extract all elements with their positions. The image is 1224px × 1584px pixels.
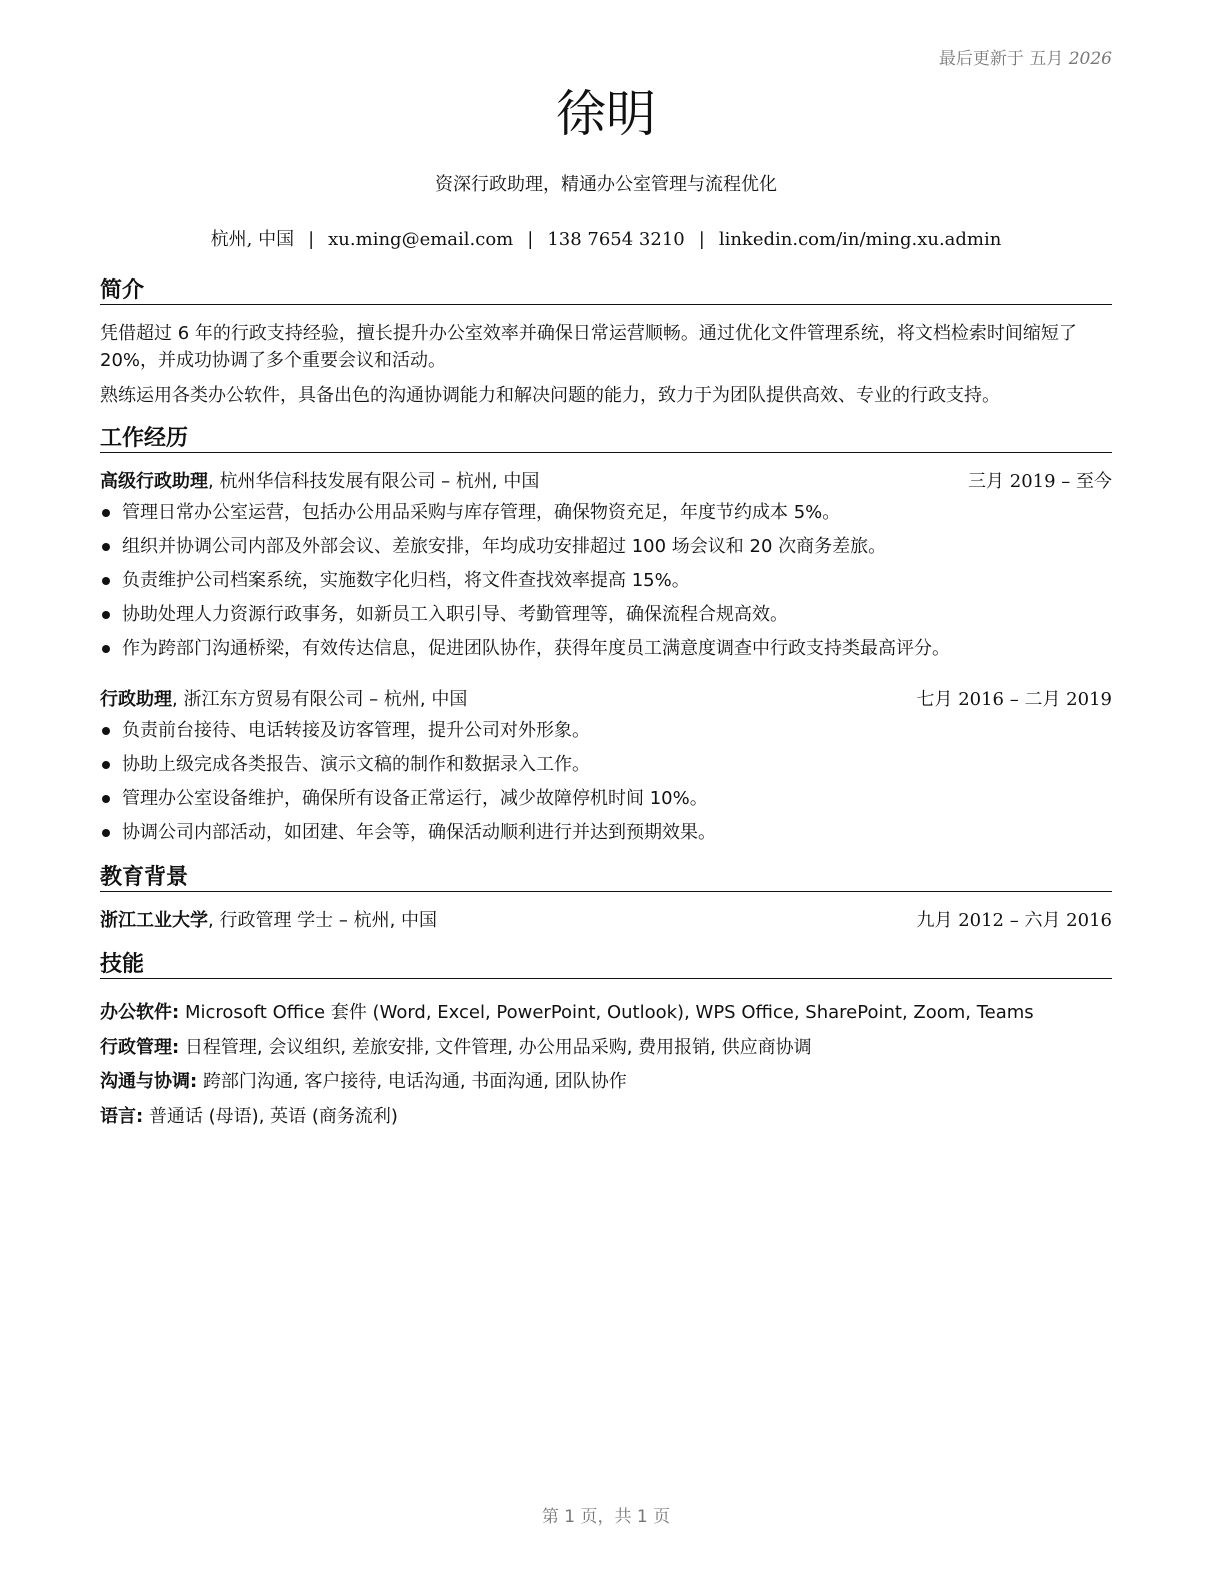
bullet-dot-icon [102, 727, 110, 735]
bullet-dot-icon [102, 795, 110, 803]
section-title-summary: 简介 [100, 278, 1112, 305]
contact-separator: | [308, 229, 315, 250]
education-entry [100, 909, 1112, 933]
bullet-item [100, 632, 1112, 666]
contact-separator: | [698, 229, 705, 250]
job-role: 高级行政助理 [100, 471, 208, 492]
bullet-dot-icon [102, 509, 110, 517]
education-degree-location: , 行政管理 学士 – 杭州, 中国 [208, 910, 438, 931]
bullet-dot-icon [102, 645, 110, 653]
bullet-text: 作为跨部门沟通桥梁，有效传达信息，促进团队协作，获得年度员工满意度调查中行政支持类最高评分。 [122, 638, 950, 659]
contact-line [100, 225, 1112, 251]
skill-label: 办公软件: [100, 1002, 180, 1023]
job-header [100, 470, 1112, 494]
bullet-item [100, 496, 1112, 530]
skill-value: 普通话 (母语), 英语 (商务流利) [148, 1105, 398, 1127]
bullet-text: 组织并协调公司内部及外部会议、差旅安排，年均成功安排超过 100 场会议和 20 次商务差旅。 [122, 536, 887, 557]
job-title-line [100, 470, 539, 494]
bullet-dot-icon [102, 543, 110, 551]
job-dates: 三月 2019 – 至今 [968, 471, 1112, 492]
bullet-dot-icon [102, 829, 110, 837]
skill-label: 沟通与协调: [100, 1071, 198, 1092]
section-title-experience: 工作经历 [100, 426, 1112, 453]
candidate-headline: 资深行政助理，精通办公室管理与流程优化 [435, 174, 777, 195]
bullet-item [100, 816, 1112, 850]
bullet-dot-icon [102, 611, 110, 619]
education-dates: 九月 2012 – 六月 2016 [916, 910, 1112, 931]
education-school: 浙江工业大学 [100, 910, 208, 931]
skill-value: 日程管理, 会议组织, 差旅安排, 文件管理, 办公用品采购, 费用报销, 供应商协调 [184, 1036, 812, 1058]
contact-location: 杭州, 中国 [210, 229, 295, 250]
bullet-text: 协助处理人力资源行政事务，如新员工入职引导、考勤管理等，确保流程合规高效。 [122, 604, 788, 625]
skill-line [100, 1100, 1112, 1135]
bullet-text: 管理办公室设备维护，确保所有设备正常运行，减少故障停机时间 10%。 [122, 788, 708, 809]
skill-label: 语言: [100, 1105, 144, 1127]
bullet-item [100, 598, 1112, 632]
bullet-item [100, 530, 1112, 564]
job-title-line [100, 688, 467, 712]
job-bullets [100, 714, 1112, 850]
resume-page [100, 0, 1112, 1584]
last-updated-prefix: 最后更新于 五月 [938, 49, 1064, 69]
bullet-text: 负责维护公司档案系统，实施数字化归档，将文件查找效率提高 15%。 [122, 570, 690, 591]
section-title-skills: 技能 [100, 952, 1112, 979]
education-line [100, 909, 437, 933]
contact-linkedin[interactable]: linkedin.com/in/ming.xu.admin [718, 229, 1002, 250]
skill-line [100, 1031, 1112, 1066]
skill-line [100, 1065, 1112, 1100]
bullet-dot-icon [102, 761, 110, 769]
last-updated [939, 44, 1112, 69]
summary-paragraph: 凭借超过 6 年的行政支持经验，擅长提升办公室效率并确保日常运营顺畅。通过优化文件管理系统，将文档检索时间缩短了 20%，并成功协调了多个重要会议和活动。 [100, 323, 1077, 371]
bullet-text: 负责前台接待、电话转接及访客管理，提升公司对外形象。 [122, 720, 590, 741]
skill-label: 行政管理: [100, 1036, 180, 1058]
last-updated-year: 2026 [1068, 49, 1112, 69]
bullet-item [100, 714, 1112, 748]
skill-value: 跨部门沟通, 客户接待, 电话沟通, 书面沟通, 团队协作 [202, 1071, 627, 1092]
job-role: 行政助理 [100, 689, 172, 710]
summary-paragraph: 熟练运用各类办公软件，具备出色的沟通协调能力和解决问题的能力，致力于为团队提供高效、专业的行政支持。 [100, 385, 1000, 406]
job-dates: 七月 2016 – 二月 2019 [916, 689, 1112, 710]
skill-value: Microsoft Office 套件 (Word, Excel, PowerPoint, Outlook), WPS Office, SharePoint, Zoom, Teams [184, 1002, 1034, 1023]
skill-line [100, 996, 1112, 1031]
job-company-location: , 杭州华信科技发展有限公司 – 杭州, 中国 [208, 471, 540, 492]
job-company-location: , 浙江东方贸易有限公司 – 杭州, 中国 [172, 689, 468, 710]
bullet-text: 协助上级完成各类报告、演示文稿的制作和数据录入工作。 [122, 754, 590, 775]
candidate-name: 徐明 [556, 85, 656, 143]
skills-list [100, 996, 1112, 1134]
page-footer: 第 1 页，共 1 页 [541, 1507, 671, 1527]
contact-phone: 138 7654 3210 [547, 229, 685, 250]
bullet-text: 管理日常办公室运营，包括办公用品采购与库存管理，确保物资充足，年度节约成本 5%。 [122, 502, 841, 523]
section-title-education: 教育背景 [100, 865, 1112, 892]
bullet-item [100, 748, 1112, 782]
job-header [100, 688, 1112, 712]
bullet-item [100, 564, 1112, 598]
contact-email[interactable]: xu.ming@email.com [328, 229, 514, 250]
bullet-item [100, 782, 1112, 816]
contact-separator: | [527, 229, 534, 250]
bullet-dot-icon [102, 577, 110, 585]
bullet-text: 协调公司内部活动，如团建、年会等，确保活动顺利进行并达到预期效果。 [122, 822, 716, 843]
job-bullets [100, 496, 1112, 666]
